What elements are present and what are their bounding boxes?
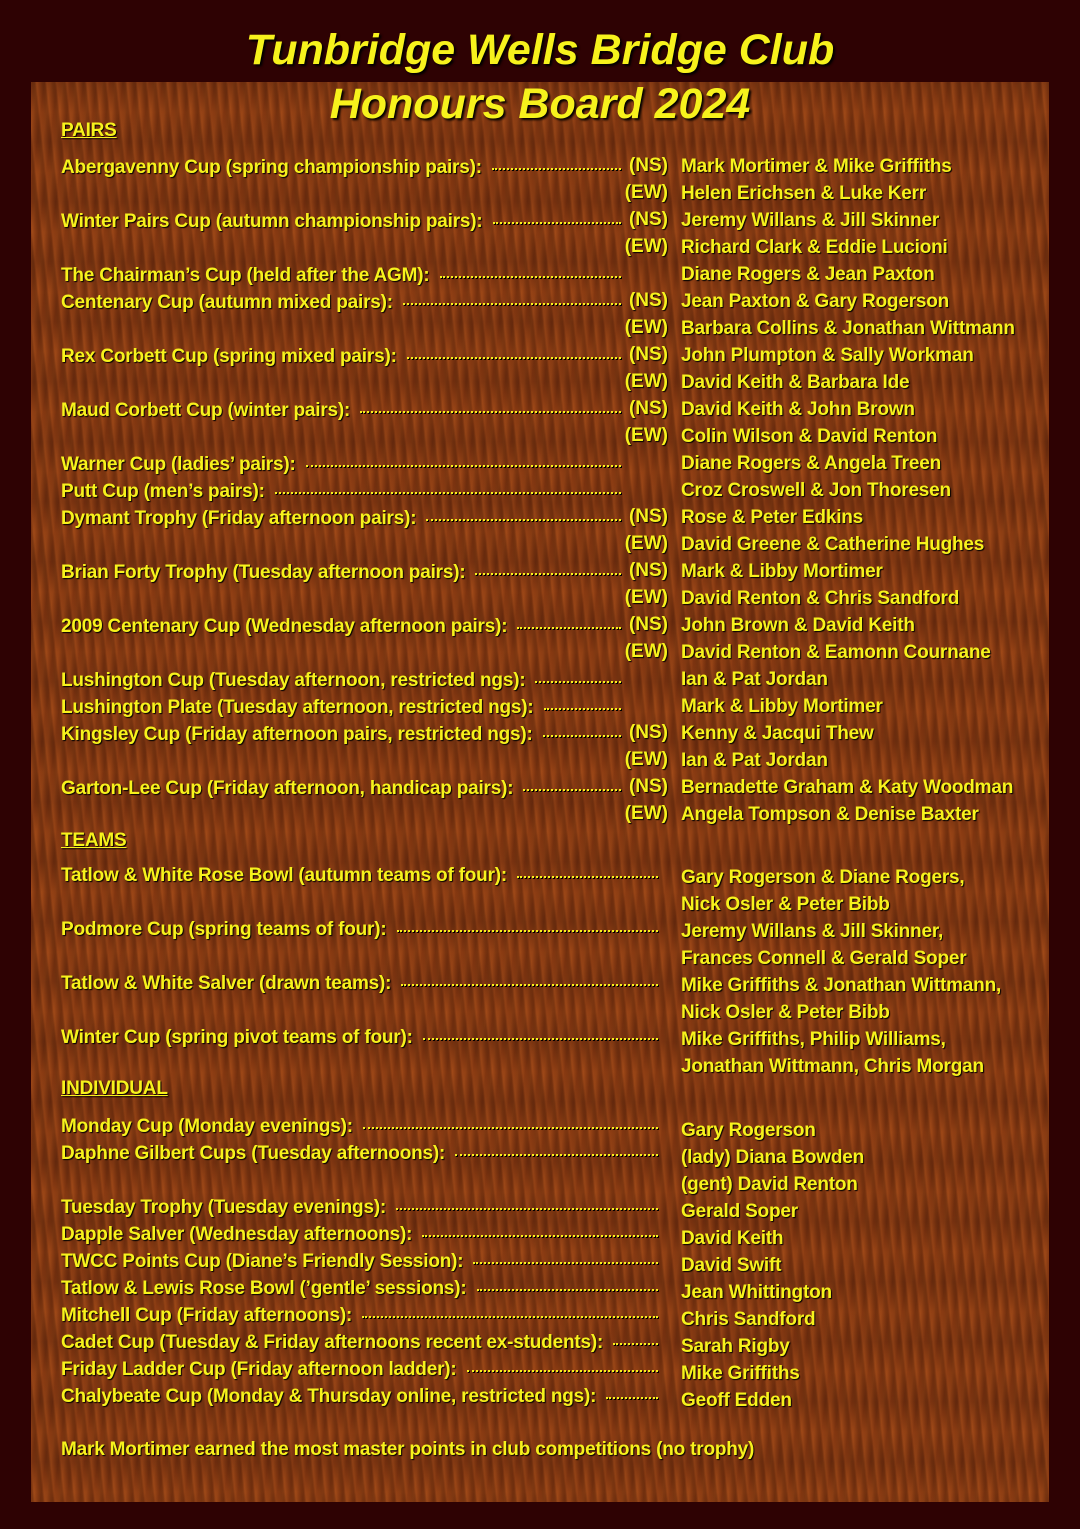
competition-label: Winter Cup (spring pivot teams of four):: [61, 1027, 413, 1048]
ns-tag: (NS): [628, 776, 668, 797]
ns-winner: John Brown & David Keith: [681, 615, 915, 636]
leader-dots: [517, 866, 658, 878]
pairs-row: [61, 399, 621, 426]
competition-label: TWCC Points Cup (Diane’s Friendly Session):: [61, 1251, 464, 1272]
team-winner-line1: Mike Griffiths, Philip Williams,: [681, 1029, 946, 1050]
teams-row: [61, 972, 658, 999]
ns-tag: (NS): [628, 344, 668, 365]
competition-label: Lushington Cup (Tuesday afternoon, restricted ngs):: [61, 670, 526, 691]
individual-row: [61, 1196, 658, 1223]
ns-winner: Mark & Libby Mortimer: [681, 561, 883, 582]
club-title: Tunbridge Wells Bridge Club: [245, 26, 835, 74]
leader-dots: [606, 1387, 658, 1399]
ns-tag: (NS): [628, 209, 668, 230]
competition-label: Mitchell Cup (Friday afternoons):: [61, 1305, 353, 1326]
individual-row: [61, 1385, 658, 1412]
team-winner-line2: Jonathan Wittmann, Chris Morgan: [681, 1056, 984, 1077]
competition-label: 2009 Centenary Cup (Wednesday afternoon pairs):: [61, 616, 508, 637]
ns-winner: Jean Paxton & Gary Rogerson: [681, 291, 950, 312]
ns-tag: (NS): [628, 398, 668, 419]
leader-dots: [422, 1225, 658, 1237]
ew-winner: Richard Clark & Eddie Lucioni: [681, 237, 948, 258]
individual-row: [61, 1142, 658, 1169]
ns-tag: (NS): [628, 614, 668, 635]
leader-dots: [407, 347, 621, 359]
leader-dots: [440, 266, 621, 278]
pairs-row: [61, 507, 621, 534]
pairs-row: [61, 777, 621, 804]
individual-row: [61, 1223, 658, 1250]
competition-label: Garton-Lee Cup (Friday afternoon, handicap pairs):: [61, 778, 514, 799]
pairs-row: [61, 210, 621, 237]
ns-tag: (NS): [628, 722, 668, 743]
ew-tag: (EW): [624, 749, 668, 770]
winner: Croz Croswell & Jon Thoresen: [681, 480, 951, 501]
competition-label: Kingsley Cup (Friday afternoon pairs, restricted ngs):: [61, 724, 533, 745]
leader-dots: [360, 401, 621, 413]
winner: David Keith: [681, 1228, 784, 1249]
footer-note: Mark Mortimer earned the most master points in club competitions (no trophy): [61, 1439, 755, 1460]
pairs-row: [61, 615, 621, 642]
pairs-row: [61, 156, 621, 183]
ew-tag: (EW): [624, 182, 668, 203]
leader-dots: [455, 1144, 658, 1156]
ns-tag: (NS): [628, 290, 668, 311]
leader-dots: [473, 1252, 658, 1264]
leader-dots: [426, 509, 621, 521]
competition-label: Maud Corbett Cup (winter pairs):: [61, 400, 351, 421]
leader-dots: [275, 482, 621, 494]
ew-tag: (EW): [624, 803, 668, 824]
ns-winner: Rose & Peter Edkins: [681, 507, 864, 528]
competition-label: Tatlow & White Salver (drawn teams):: [61, 973, 392, 994]
ns-winner: Jeremy Willans & Jill Skinner: [681, 210, 940, 231]
competition-label: Daphne Gilbert Cups (Tuesday afternoons):: [61, 1143, 446, 1164]
competition-label: Friday Ladder Cup (Friday afternoon ladder):: [61, 1359, 457, 1380]
competition-label: Putt Cup (men’s pairs):: [61, 481, 265, 502]
pairs-row: [61, 345, 621, 372]
individual-row: [61, 1358, 658, 1385]
winner: Mark & Libby Mortimer: [681, 696, 883, 717]
ns-tag: (NS): [628, 560, 668, 581]
competition-label: Warner Cup (ladies’ pairs):: [61, 454, 296, 475]
team-winner-line2: Nick Osler & Peter Bibb: [681, 1002, 890, 1023]
winner: Gerald Soper: [681, 1201, 798, 1222]
pairs-row: [61, 669, 621, 696]
competition-label: The Chairman’s Cup (held after the AGM):: [61, 265, 430, 286]
ns-winner: David Keith & John Brown: [681, 399, 915, 420]
competition-label: Monday Cup (Monday evenings):: [61, 1116, 353, 1137]
leader-dots: [467, 1360, 658, 1372]
leader-dots: [477, 1279, 658, 1291]
leader-dots: [493, 212, 621, 224]
ew-tag: (EW): [624, 533, 668, 554]
pairs-row: [61, 264, 621, 291]
competition-label: Lushington Plate (Tuesday afternoon, restricted ngs):: [61, 697, 534, 718]
leader-dots: [401, 974, 658, 986]
leader-dots: [543, 725, 621, 737]
leader-dots: [523, 779, 621, 791]
ew-winner: Barbara Collins & Jonathan Wittmann: [681, 318, 1015, 339]
leader-dots: [403, 293, 621, 305]
competition-label: Abergavenny Cup (spring championship pairs):: [61, 157, 482, 178]
winner: Gary Rogerson: [681, 1120, 816, 1141]
leader-dots: [396, 1198, 658, 1210]
individual-row: [61, 1331, 658, 1358]
pairs-row: [61, 453, 621, 480]
competition-label: Dymant Trophy (Friday afternoon pairs):: [61, 508, 417, 529]
board-title: Honours Board 2024: [329, 80, 751, 128]
pairs-row: [61, 723, 621, 750]
ew-winner: David Renton & Eamonn Cournane: [681, 642, 991, 663]
team-winner-line1: Jeremy Willans & Jill Skinner,: [681, 921, 944, 942]
pairs-row: [61, 291, 621, 318]
ew-tag: (EW): [624, 641, 668, 662]
individual-heading: INDIVIDUAL: [61, 1078, 168, 1099]
team-winner-line2: Nick Osler & Peter Bibb: [681, 894, 890, 915]
leader-dots: [535, 671, 621, 683]
winner: Mike Griffiths: [681, 1363, 800, 1384]
ew-winner: David Greene & Catherine Hughes: [681, 534, 985, 555]
teams-row: [61, 918, 658, 945]
individual-row: [61, 1250, 658, 1277]
ns-winner: John Plumpton & Sally Workman: [681, 345, 974, 366]
ew-winner: Ian & Pat Jordan: [681, 750, 828, 771]
winner: Diane Rogers & Jean Paxton: [681, 264, 935, 285]
ew-winner: David Renton & Chris Sandford: [681, 588, 960, 609]
winner: Chris Sandford: [681, 1309, 816, 1330]
competition-label: Dapple Salver (Wednesday afternoons):: [61, 1224, 413, 1245]
leader-dots: [517, 617, 621, 629]
ns-tag: (NS): [628, 506, 668, 527]
team-winner-line2: Frances Connell & Gerald Soper: [681, 948, 967, 969]
competition-label: Tuesday Trophy (Tuesday evenings):: [61, 1197, 387, 1218]
ew-winner: David Keith & Barbara Ide: [681, 372, 910, 393]
leader-dots: [475, 563, 621, 575]
competition-label: Tatlow & Lewis Rose Bowl (’gentle’ sessions):: [61, 1278, 467, 1299]
competition-label: Winter Pairs Cup (autumn championship pairs):: [61, 211, 483, 232]
pairs-row: [61, 480, 621, 507]
pairs-heading: PAIRS: [61, 120, 117, 141]
winner: Geoff Edden: [681, 1390, 792, 1411]
team-winner-line1: Mike Griffiths & Jonathan Wittmann,: [681, 975, 1002, 996]
competition-label: Podmore Cup (spring teams of four):: [61, 919, 387, 940]
winner: Ian & Pat Jordan: [681, 669, 828, 690]
winner: Jean Whittington: [681, 1282, 832, 1303]
teams-row: [61, 1026, 658, 1053]
ew-tag: (EW): [624, 425, 668, 446]
leader-dots: [363, 1117, 658, 1129]
winner-second: (gent) David Renton: [681, 1174, 858, 1195]
individual-row: [61, 1115, 658, 1142]
winner: (lady) Diana Bowden: [681, 1147, 865, 1168]
competition-label: Centenary Cup (autumn mixed pairs):: [61, 292, 393, 313]
ew-tag: (EW): [624, 236, 668, 257]
competition-label: Brian Forty Trophy (Tuesday afternoon pairs):: [61, 562, 466, 583]
ns-winner: Kenny & Jacqui Thew: [681, 723, 874, 744]
competition-label: Rex Corbett Cup (spring mixed pairs):: [61, 346, 397, 367]
winner: Diane Rogers & Angela Treen: [681, 453, 941, 474]
competition-label: Cadet Cup (Tuesday & Friday afternoons recent ex-students):: [61, 1332, 604, 1353]
leader-dots: [492, 158, 621, 170]
team-winner-line1: Gary Rogerson & Diane Rogers,: [681, 867, 965, 888]
competition-label: Chalybeate Cup (Monday & Thursday online, restricted ngs):: [61, 1386, 597, 1407]
leader-dots: [362, 1306, 658, 1318]
individual-row: [61, 1277, 658, 1304]
teams-row: [61, 864, 658, 891]
leader-dots: [423, 1028, 658, 1040]
ew-winner: Helen Erichsen & Luke Kerr: [681, 183, 927, 204]
winner: Sarah Rigby: [681, 1336, 790, 1357]
ew-winner: Angela Tompson & Denise Baxter: [681, 804, 979, 825]
ew-winner: Colin Wilson & David Renton: [681, 426, 938, 447]
teams-heading: TEAMS: [61, 830, 127, 851]
ew-tag: (EW): [624, 317, 668, 338]
ew-tag: (EW): [624, 371, 668, 392]
leader-dots: [544, 698, 621, 710]
pairs-row: [61, 561, 621, 588]
ns-winner: Bernadette Graham & Katy Woodman: [681, 777, 1014, 798]
pairs-row: [61, 696, 621, 723]
competition-label: Tatlow & White Rose Bowl (autumn teams of four):: [61, 865, 508, 886]
individual-row: [61, 1304, 658, 1331]
leader-dots: [397, 920, 658, 932]
ns-winner: Mark Mortimer & Mike Griffiths: [681, 156, 952, 177]
leader-dots: [306, 455, 621, 467]
winner: David Swift: [681, 1255, 782, 1276]
ew-tag: (EW): [624, 587, 668, 608]
leader-dots: [613, 1333, 658, 1345]
ns-tag: (NS): [628, 155, 668, 176]
